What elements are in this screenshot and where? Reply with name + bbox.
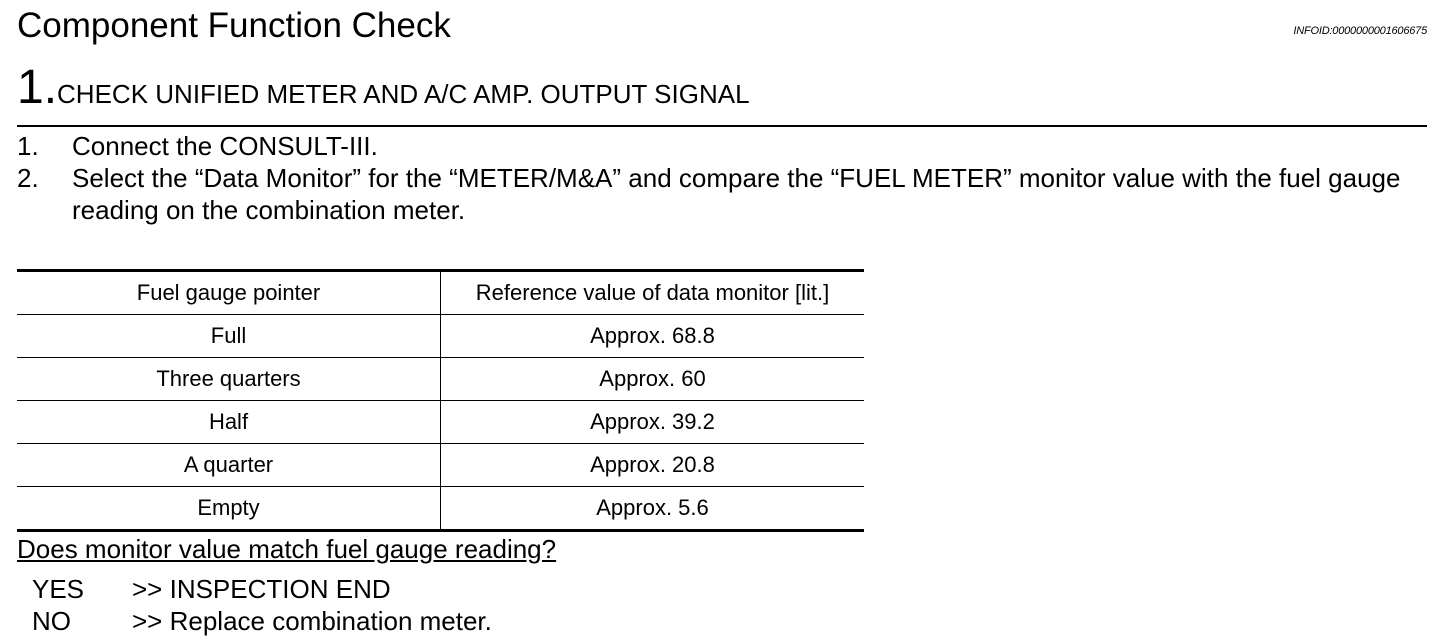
procedure-list [17, 130, 1427, 226]
table-header-row [17, 271, 864, 315]
answer-text: >> INSPECTION END [132, 574, 391, 604]
step-number: 1. [17, 61, 58, 114]
column-header-reference-value: Reference value of data monitor [lit.] [441, 271, 865, 315]
answer-yes [32, 573, 492, 605]
procedure-item [17, 130, 1427, 162]
answer-list [32, 573, 492, 637]
table-cell-pointer: Half [17, 401, 441, 444]
table-row [17, 401, 864, 444]
table-cell-value: Approx. 20.8 [441, 444, 865, 487]
table-cell-pointer: Three quarters [17, 358, 441, 401]
inspection-question: Does monitor value match fuel gauge reading? [17, 534, 557, 564]
table-cell-pointer: Empty [17, 487, 441, 531]
procedure-item-text: Select the “Data Monitor” for the “METER/M&A” and compare the “FUEL METER” monitor value with the fuel gauge reading on the combination meter. [72, 163, 1401, 225]
procedure-item-number: 2. [17, 163, 39, 193]
column-header-fuel-gauge-pointer: Fuel gauge pointer [17, 271, 441, 315]
answer-label: NO [32, 606, 71, 636]
answer-text: >> Replace combination meter. [132, 606, 492, 636]
procedure-item [17, 162, 1427, 226]
step-title: CHECK UNIFIED METER AND A/C AMP. OUTPUT SIGNAL [57, 79, 750, 109]
answer-no [32, 605, 492, 637]
table-row [17, 358, 864, 401]
procedure-item-text: Connect the CONSULT-III. [72, 131, 378, 161]
table-cell-value: Approx. 39.2 [441, 401, 865, 444]
procedure-item-number: 1. [17, 131, 39, 161]
table-cell-value: Approx. 68.8 [441, 315, 865, 358]
table-row [17, 444, 864, 487]
table-cell-value: Approx. 60 [441, 358, 865, 401]
table-cell-value: Approx. 5.6 [441, 487, 865, 531]
section-divider [17, 125, 1427, 127]
reference-table [17, 269, 864, 532]
answer-label: YES [32, 574, 85, 604]
step-heading [17, 62, 750, 114]
table-cell-pointer: A quarter [17, 444, 441, 487]
table-row [17, 487, 864, 531]
info-id: INFOID:0000000001606675 [1293, 25, 1427, 37]
table-row [17, 315, 864, 358]
table-cell-pointer: Full [17, 315, 441, 358]
page-title: Component Function Check [17, 6, 451, 45]
